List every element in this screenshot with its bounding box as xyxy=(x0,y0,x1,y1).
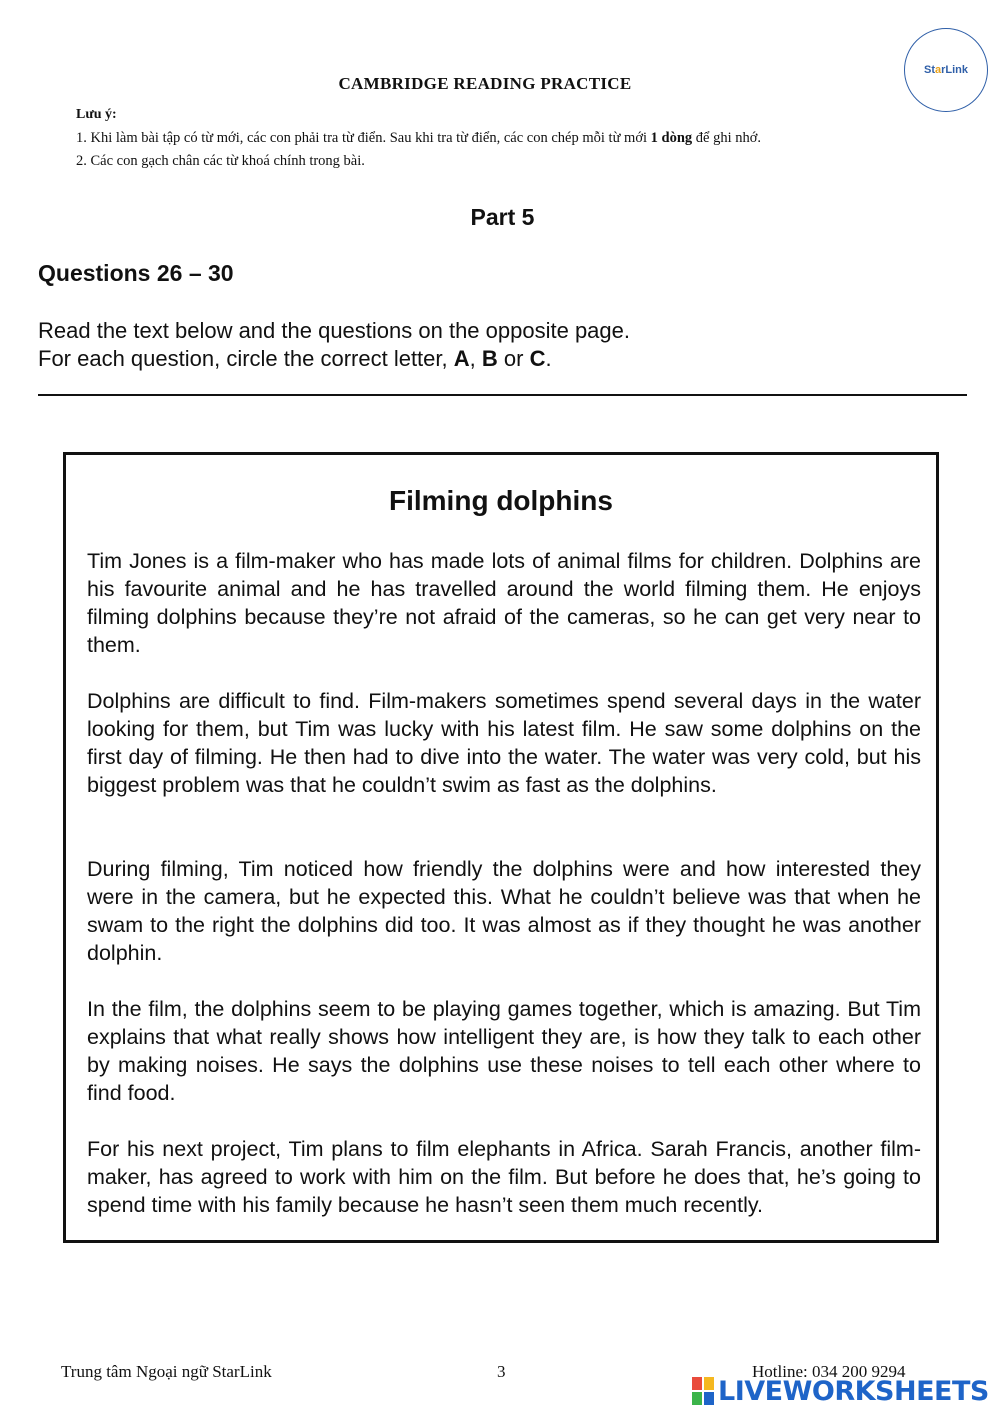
logo-text: StarLink xyxy=(923,64,969,76)
instruction-line-2: For each question, circle the correct letter, A, B or C. xyxy=(38,346,552,371)
document-header-title: CAMBRIDGE READING PRACTICE xyxy=(338,74,632,93)
option-c-label: C xyxy=(529,346,546,371)
option-b-label: B xyxy=(481,346,498,371)
questions-range: Questions 26 – 30 xyxy=(38,260,234,286)
liveworksheets-text: LIVEWORKSHEETS xyxy=(718,1375,989,1407)
article-paragraph-5: For his next project, Tim plans to film elephants in Africa. Sarah Francis, another film-maker, has agreed to work with him on the film. But before he does that, he’s going to spend time with his family because he hasn’t seen them much recently. xyxy=(87,1137,921,1217)
block-blue xyxy=(704,1392,714,1405)
liveworksheets-blocks-icon xyxy=(692,1377,714,1405)
note-line-2: 2. Các con gạch chân các từ khoá chính trong bài. xyxy=(76,153,365,169)
block-red xyxy=(692,1377,702,1390)
article-paragraph-4: In the film, the dolphins seem to be playing games together, which is amazing. But Tim explains that what really shows how intelligent they are, is how they talk to each other by making noises. He says the dolphins use these noises to tell each other where to find food. xyxy=(87,997,921,1105)
part-title: Part 5 xyxy=(470,204,535,230)
note-line-1: 1. Khi làm bài tập có từ mới, các con phải tra từ điển. Sau khi tra từ điển, các con chép mỗi từ mới 1 dòng để ghi nhớ. xyxy=(76,130,762,146)
article-paragraph-2: Dolphins are difficult to find. Film-makers sometimes spend several days in the water looking for them, but Tim was lucky with his latest film. He saw some dolphins on the first day of filming. He then had to dive into the water. The water was very cold, but his biggest problem was that he couldn’t swim as fast as the dolphins. xyxy=(87,689,921,797)
footer-center-name: Trung tâm Ngoại ngữ StarLink xyxy=(61,1362,272,1381)
block-yellow xyxy=(704,1377,714,1390)
starlink-logo xyxy=(904,28,988,112)
reading-text-box xyxy=(63,452,939,1243)
footer-page-number: 3 xyxy=(497,1362,506,1381)
block-green xyxy=(692,1392,702,1405)
article-title: Filming dolphins xyxy=(389,485,613,516)
article-paragraph-1: Tim Jones is a film-maker who has made lots of animal films for children. Dolphins are his favourite animal and he has travelled around the world filming them. He enjoys filming dolphins because they’re not afraid of the cameras, so he can get very near to them. xyxy=(87,549,921,657)
liveworksheets-watermark xyxy=(692,1376,989,1406)
divider-line xyxy=(38,394,967,396)
footer-hotline: Hotline: 034 200 9294 xyxy=(752,1362,906,1381)
instruction-line-1: Read the text below and the questions on the opposite page. xyxy=(38,318,630,343)
note-label: Lưu ý: xyxy=(76,107,117,122)
option-a-label: A xyxy=(453,346,470,371)
article-paragraph-3: During filming, Tim noticed how friendly the dolphins were and how interested they were in the camera, but he expected this. What he couldn’t believe was that when he swam to the right the dolphins did too. It was almost as if they thought he was another dolphin. xyxy=(87,857,921,965)
